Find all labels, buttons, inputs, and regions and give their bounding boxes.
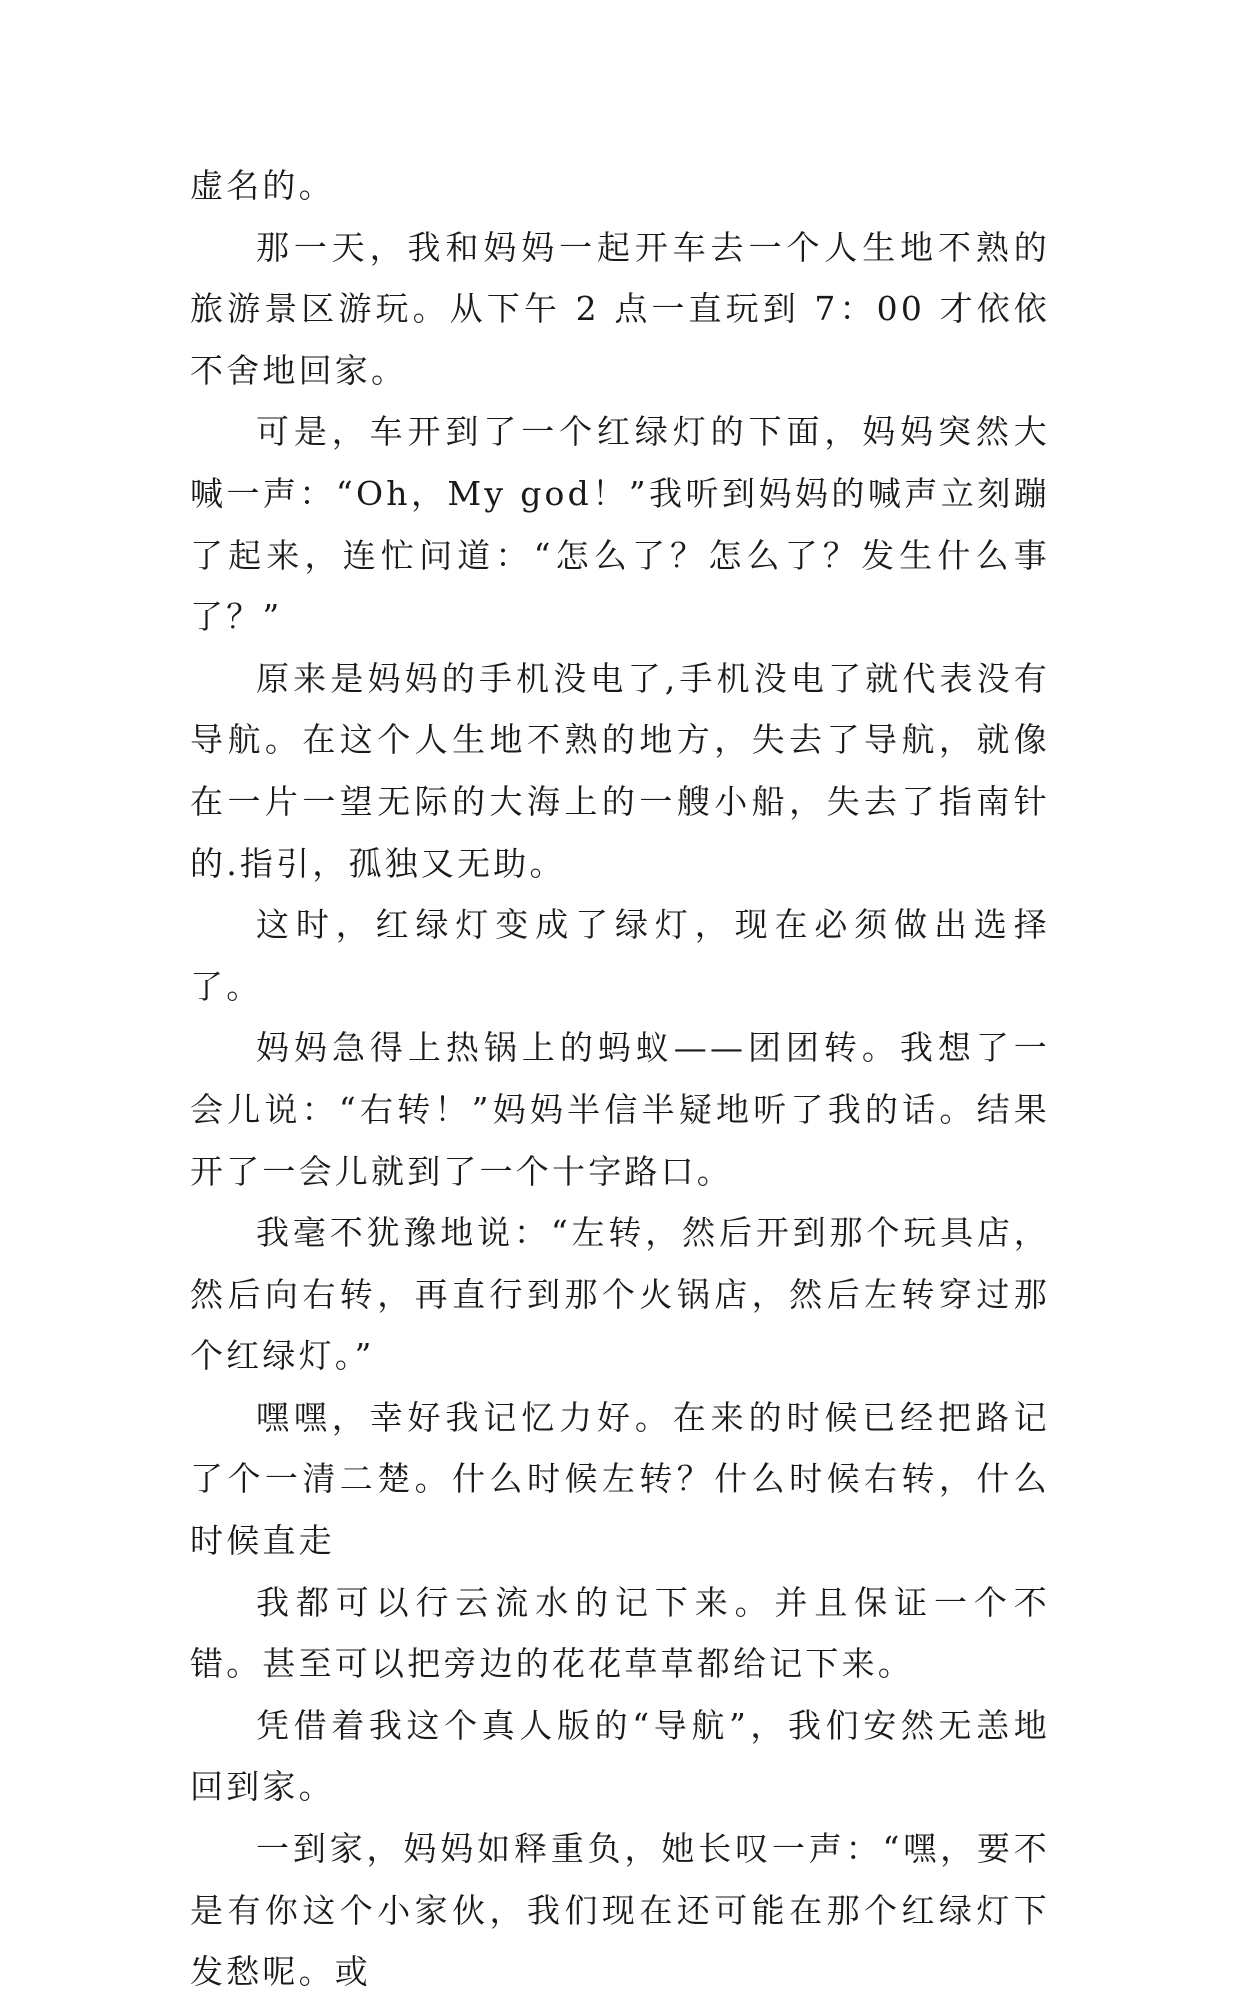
document-body xyxy=(190,155,1050,2003)
paragraph: 嘿嘿，幸好我记忆力好。在来的时候已经把路记了个一清二楚。什么时候左转？什么时候右转，什么时候直走 xyxy=(190,1397,1050,1561)
paragraph: 我毫不犹豫地说：“左转，然后开到那个玩具店，然后向右转，再直行到那个火锅店，然后左转穿过那个红绿灯。” xyxy=(190,1213,1050,1376)
paragraph: 那一天，我和妈妈一起开车去一个人生地不熟的旅游景区游玩。从下午 2 点一直玩到 7：00 才依依不舍地回家。 xyxy=(190,227,1050,390)
paragraph: 凭借着我这个真人版的“导航”，我们安然无恙地回到家。 xyxy=(190,1705,1050,1807)
paragraph: 原来是妈妈的手机没电了,手机没电了就代表没有导航。在这个人生地不熟的地方，失去了导航，就像在一片一望无际的大海上的一艘小船，失去了指南针的.指引，孤独又无助。 xyxy=(190,658,1050,883)
paragraph: 我都可以行云流水的记下来。并且保证一个不错。甚至可以把旁边的花花草草都给记下来。 xyxy=(190,1582,1050,1684)
paragraph: 一到家，妈妈如释重负，她长叹一声：“嘿，要不是有你这个小家伙，我们现在还可能在那个红绿灯下发愁呢。或 xyxy=(190,1829,1050,1992)
paragraph: 妈妈急得上热锅上的蚂蚁——团团转。我想了一会儿说：“右转！”妈妈半信半疑地听了我的话。结果开了一会儿就到了一个十字路口。 xyxy=(190,1028,1050,1191)
paragraph: 虚名的。 xyxy=(190,166,335,205)
paragraph: 这时，红绿灯变成了绿灯，现在必须做出选择了。 xyxy=(190,905,1050,1006)
paragraph: 可是，车开到了一个红绿灯的下面，妈妈突然大喊一声：“Oh，My god！”我听到妈妈的喊声立刻蹦了起来，连忙问道：“怎么了？怎么了？发生什么事了？” xyxy=(190,412,1050,637)
